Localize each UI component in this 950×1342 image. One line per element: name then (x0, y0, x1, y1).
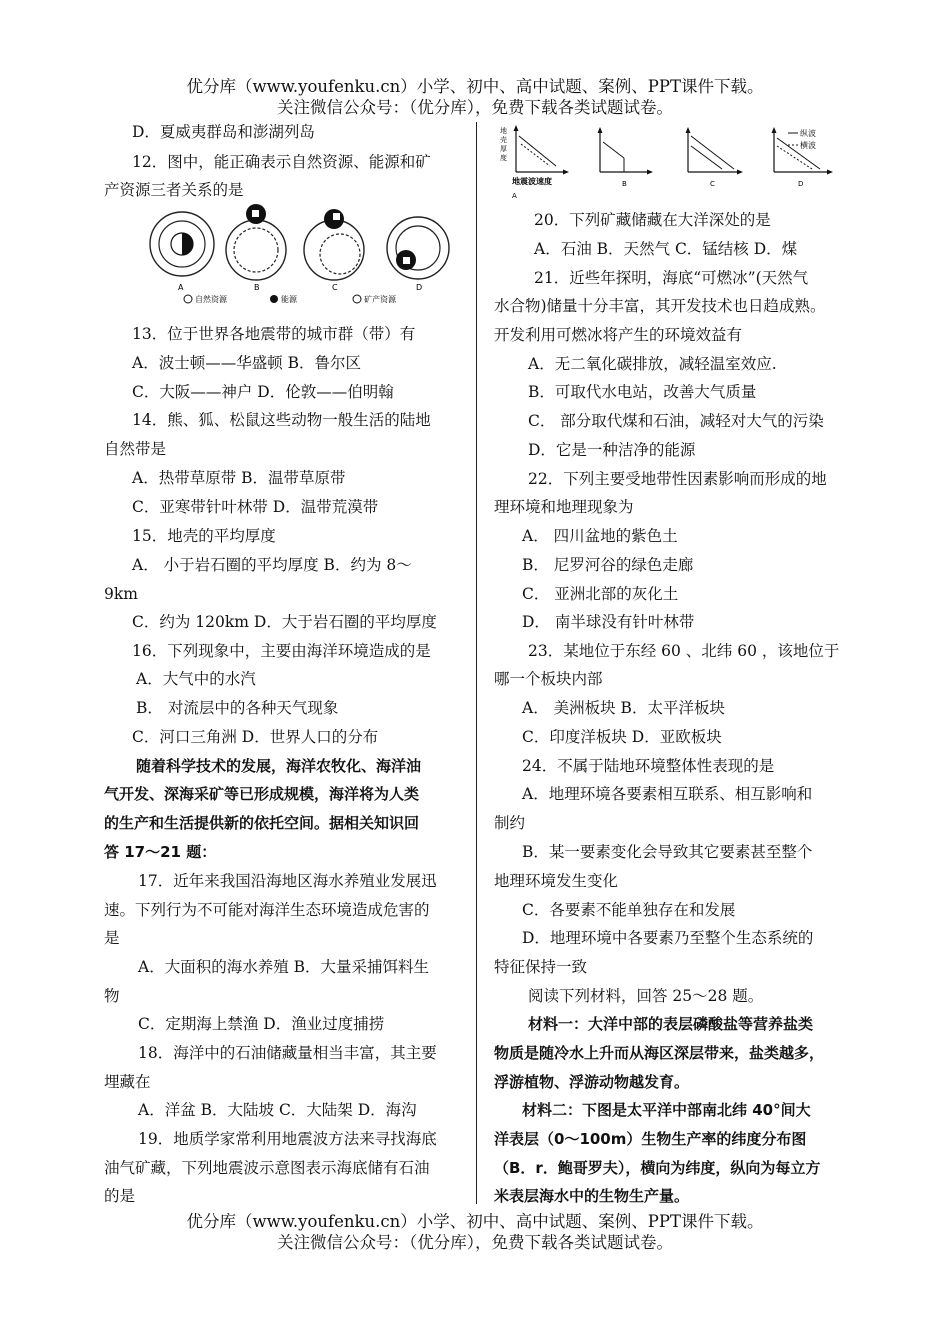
q22-option-b: B． 尼罗河谷的绿色走廊 (522, 556, 694, 574)
material-2-line-2: 洋表层（0～100m）生物生产率的纬度分布图 (494, 1130, 807, 1148)
q17-options-ab-2: 物 (104, 987, 120, 1005)
q15-options-cd: C．约为 120km D．大于岩石圈的平均厚度 (132, 613, 437, 631)
q12-diagram-b (226, 204, 286, 280)
q19-xlabel: 地震波速度 (512, 177, 552, 186)
q12-diagram-a (150, 212, 214, 276)
footer-line-2: 关注微信公众号：（优分库），免费下载各类试题试卷。 (277, 1233, 673, 1252)
page-footer (0, 1211, 950, 1253)
material-2-line-4: 米表层海水中的生物生产量。 (494, 1187, 690, 1205)
q22-option-c: C． 亚洲北部的灰化土 (522, 585, 679, 603)
q19-diagram-c (686, 127, 744, 188)
q15-options-ab-2: 9km (104, 585, 138, 603)
q21-option-a: A．无二氧化碳排放，减轻温室效应. (528, 355, 777, 373)
q17-options-cd: C．定期海上禁渔 D．渔业过度捕捞 (138, 1015, 385, 1033)
q22-option-a: A． 四川盆地的紫色土 (522, 527, 678, 545)
reading-intro-25-28: 阅读下列材料，回答 25～28 题。 (528, 987, 764, 1005)
q12-figure (144, 204, 462, 304)
q17-options-ab-1: A．大面积的海水养殖 B．大量采捕饵料生 (138, 958, 430, 976)
q19-label-b: B (622, 180, 627, 188)
q19-diagram-d (772, 127, 834, 188)
passage-17-21-line-4: 答 17～21 题： (104, 843, 217, 861)
q24-option-a-2: 制约 (494, 814, 526, 832)
q20-options: A．石油 B．天然气 C．锰结核 D．煤 (534, 240, 798, 258)
q24-option-b-1: B．某一要素变化会导致其它要素甚至整个 (522, 843, 813, 861)
page-header (0, 76, 950, 118)
q12-label-a: A (178, 283, 184, 292)
q16-option-a: A．大气中的水汽 (136, 670, 256, 688)
header-line-2: 关注微信公众号：（优分库），免费下载各类试题试卷。 (277, 98, 673, 117)
q24-stem: 24．不属于陆地环境整体性表现的是 (522, 757, 775, 775)
q12-label-c: C (332, 283, 338, 292)
q24-option-a-1: A．地理环境各要素相互联系、相互影响和 (522, 785, 813, 803)
q19-diagram-a (500, 125, 569, 200)
q22-stem-1: 22．下列主要受地带性因素影响而形成的地 (528, 470, 827, 488)
q19-label-d: D (798, 180, 804, 188)
q21-option-c: C． 部分取代煤和石油，减轻对大气的污染 (528, 412, 824, 430)
q18-stem-2: 埋藏在 (104, 1073, 151, 1091)
q12-label-d: D (416, 283, 423, 292)
q19-ylabel-char-2: 壳 (500, 136, 507, 144)
q15-options-ab-1: A． 小于岩石圈的平均厚度 B．约为 8～ (132, 556, 412, 574)
q12-diagram-d (387, 217, 449, 279)
q19-legend-p-wave: 纵波 (800, 129, 816, 138)
q23-options-ab: A． 美洲板块 B．太平洋板块 (522, 699, 725, 717)
q12-diagram-c (304, 209, 364, 280)
q19-label-a: A (512, 192, 517, 200)
q22-stem-2: 理环境和地理现象为 (494, 498, 634, 516)
q12-stem-1: 12．图中，能正确表示自然资源、能源和矿 (132, 153, 431, 171)
footer-line-1: 优分库（www.youfenku.cn）小学、初中、高中试题、案例、PPT课件下载。 (186, 1212, 764, 1231)
q17-stem-3: 是 (104, 929, 120, 947)
q19-diagram-b (598, 127, 654, 188)
q14-options-cd: C．亚寒带针叶林带 D．温带荒漠带 (132, 498, 379, 516)
q24-option-b-2: 地理环境发生变化 (494, 872, 619, 890)
q14-stem-1: 14．熊、狐、松鼠这些动物一般生活的陆地 (132, 411, 431, 429)
material-2-line-1: 材料二：下图是太平洋中部南北纬 40°间大 (522, 1101, 811, 1119)
q15-stem: 15．地壳的平均厚度 (132, 527, 276, 545)
q19-stem-1: 19．地质学家常利用地震波方法来寻找海底 (138, 1130, 437, 1148)
q24-option-d-1: D．地理环境中各要素乃至整个生态系统的 (522, 929, 814, 947)
q24-option-c: C．各要素不能单独存在和发展 (522, 901, 736, 919)
q23-stem-2: 哪一个板块内部 (494, 670, 603, 688)
q18-stem-1: 18．海洋中的石油储藏量相当丰富，其主要 (138, 1044, 437, 1062)
q12-label-b: B (254, 283, 260, 292)
legend-mineral-resources: 矿产资源 (364, 295, 396, 304)
q21-option-d: D．它是一种洁净的能源 (528, 441, 696, 459)
q24-option-d-2: 特征保持一致 (494, 958, 588, 976)
q21-stem-1: 21．近些年探明，海底“可燃冰”(天然气 (534, 269, 809, 287)
q20-stem: 20．下列矿藏储藏在大洋深处的是 (534, 211, 771, 229)
q23-options-cd: C．印度洋板块 D．亚欧板块 (522, 728, 722, 746)
legend-natural-resources: 自然资源 (195, 295, 227, 304)
q16-stem: 16．下列现象中，主要由海洋环境造成的是 (132, 642, 431, 660)
q14-options-ab: A．热带草原带 B．温带草原带 (132, 469, 346, 487)
q19-ylabel-char-1: 地 (500, 127, 507, 135)
material-1-line-2: 物质是随冷水上升而从海区深层带来，盐类越多， (494, 1044, 825, 1062)
header-line-1: 优分库（www.youfenku.cn）小学、初中、高中试题、案例、PPT课件下载。 (186, 77, 764, 96)
q17-stem-1: 17．近年来我国沿海地区海水养殖业发展迅 (138, 872, 437, 890)
q21-option-b: B．可取代水电站，改善大气质量 (528, 383, 757, 401)
q12-stem-2: 产资源三者关系的是 (104, 181, 244, 199)
q11-option-d: D．夏威夷群岛和澎湖列岛 (132, 123, 315, 141)
q13-options-cd: C．大阪——神户 D．伦敦——伯明翰 (132, 383, 394, 401)
passage-17-21-line-2: 气开发、深海采矿等已形成规模，海洋将为人类 (104, 785, 420, 803)
material-2-line-3: （B．r．鲍哥罗夫），横向为纬度，纵向为每立方 (494, 1159, 821, 1177)
column-divider (476, 122, 477, 1204)
legend-energy: 能源 (281, 295, 297, 304)
passage-17-21-line-3: 的生产和生活提供新的依托空间。据相关知识回 (104, 814, 420, 832)
q16-option-b: B． 对流层中的各种天气现象 (136, 699, 339, 717)
material-1-line-1: 材料一：大洋中部的表层磷酸盐等营养盐类 (528, 1015, 814, 1033)
passage-17-21-line-1: 随着科学技术的发展，海洋农牧化、海洋油 (136, 757, 422, 775)
q18-options: A．洋盆 B．大陆坡 C．大陆架 D．海沟 (138, 1101, 417, 1119)
q19-figure (494, 124, 844, 204)
q21-stem-3: 开发利用可燃冰将产生的环境效益有 (494, 326, 743, 344)
q21-stem-2: 水合物)储量十分丰富，其开发技术也日趋成熟。 (494, 297, 826, 315)
q19-ylabel-char-3: 厚 (500, 145, 507, 153)
q19-stem-2: 油气矿藏，下列地震波示意图表示海底储有石油 (104, 1159, 430, 1177)
q19-ylabel-char-4: 度 (500, 154, 507, 162)
q16-options-cd: C．河口三角洲 D．世界人口的分布 (132, 728, 379, 746)
q19-stem-3: 的是 (104, 1187, 136, 1205)
q23-stem-1: 23．某地位于东经 60 、北纬 60 ，该地位于 (528, 642, 840, 660)
q13-options-ab: A．波士顿——华盛顿 B．鲁尔区 (132, 354, 362, 372)
q14-stem-2: 自然带是 (104, 440, 167, 458)
q19-label-c: C (710, 180, 715, 188)
q22-option-d: D． 南半球没有针叶林带 (522, 613, 695, 631)
material-1-line-3: 浮游植物、浮游动物越发育。 (494, 1073, 690, 1091)
q19-legend-s-wave: 横波 (800, 141, 816, 150)
q13-stem: 13．位于世界各地震带的城市群（带）有 (132, 325, 416, 343)
q17-stem-2: 速。下列行为不可能对海洋生态环境造成危害的 (104, 901, 430, 919)
